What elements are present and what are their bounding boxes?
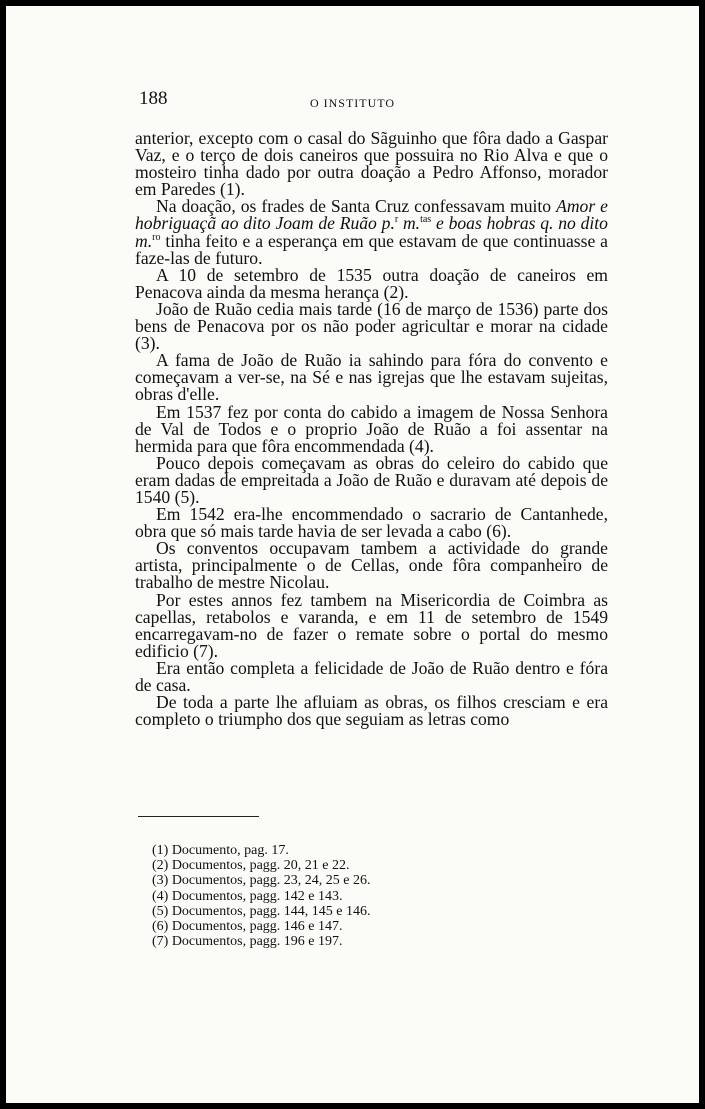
footnote-4: (4) Documentos, pagg. 142 e 143. <box>152 888 343 904</box>
running-title: O INSTITUTO <box>309 96 396 110</box>
paragraph-3: A 10 de setembro de 1535 outra doação de caneiros em Penacova ainda da mesma herança (2). <box>135 264 608 302</box>
paragraph-2 <box>135 198 608 266</box>
paragraph-6: Em 1537 fez por conta do cabido a imagem de Nossa Senhora de Val de Todos e o proprio João de Ruão a foi assentar na hermida para que fôra encommendada (4). <box>135 401 608 456</box>
quote-superscript-1: r <box>394 214 399 226</box>
footnote-divider <box>138 816 259 817</box>
paragraph-9: Os conventos occupavam tambem a actividade do grande artista, principalmente o de Cellas, onde fôra companheiro de trabalho de mestre Nicolau. <box>135 538 608 593</box>
footnote-2: (2) Documentos, pagg. 20, 21 e 22. <box>152 858 350 874</box>
footnotes <box>152 843 452 949</box>
page-number: 188 <box>139 88 168 109</box>
paragraph-4: João de Ruão cedia mais tarde (16 de março de 1536) parte dos bens de Penacova por os não poder agricultar e morar na cidade (3). <box>135 298 608 354</box>
footnote-1: (1) Documento, pag. 17. <box>152 843 289 858</box>
body-text <box>135 130 608 728</box>
paragraph-1: anterior, excepto com o casal do Sãguinho que fôra dado a Gaspar Vaz, e o terço de dois caneiros que possuira no Rio Alva e que o mosteiro tinha dado por outra doação a Pedro Affonso, morador em Paredes (1). <box>135 128 608 200</box>
paragraph-12: De toda a parte lhe afluiam as obras, os filhos cresciam e era completo o triumpho dos que seguiam as letras como <box>135 692 608 730</box>
paragraph-5: A fama de João de Ruão ia sahindo para fóra do convento e começavam a ver-se, na Sé e nas igrejas que lhe estavam sujeitas, obras d'elle. <box>135 350 608 405</box>
paragraph-11: Era então completa a felicidade de João de Ruão dentro e fóra de casa. <box>135 657 608 695</box>
paragraph-8: Em 1542 era-lhe encommendado o sacrario de Cantanhede, obra que só mais tarde havia de ser levada a cabo (6). <box>135 504 608 542</box>
quote-superscript-3: ro <box>152 231 161 243</box>
footnote-3: (3) Documentos, pagg. 23, 24, 25 e 26. <box>152 873 371 889</box>
paragraph-2-end: tinha feito e a esperança em que estavam de que continuasse a faze-las de futuro. <box>135 230 608 268</box>
paragraph-10: Por estes annos fez tambem na Misericordia de Coimbra as capellas, retabolos e varanda, e em 11 de setembro de 1549 encarregavam-no de fazer o remate sobre o portal do mesmo edificio (7). <box>135 589 608 661</box>
quote-italic-3: e boas hobras q. no dito m. <box>135 213 608 251</box>
quote-italic-1: Amor e hobriguaçã ao dito Joam de Ruão p. <box>135 196 608 234</box>
quote-italic-2: m. <box>398 213 421 234</box>
quote-superscript-2: tas <box>420 214 432 226</box>
paragraph-7: Pouco depois começavam as obras do celeiro do cabido que eram dadas de empreitada a João de Ruão e duravam até depois de 1540 (5). <box>135 452 608 507</box>
book-page <box>6 6 699 1103</box>
footnote-7: (7) Documentos, pagg. 196 e 197. <box>152 934 343 950</box>
paragraph-2-start: Na doação, os frades de Santa Cruz confessavam muito <box>156 196 557 217</box>
footnote-5: (5) Documentos, pagg. 144, 145 e 146. <box>152 903 371 919</box>
footnote-6: (6) Documentos, pagg. 146 e 147. <box>152 919 343 935</box>
